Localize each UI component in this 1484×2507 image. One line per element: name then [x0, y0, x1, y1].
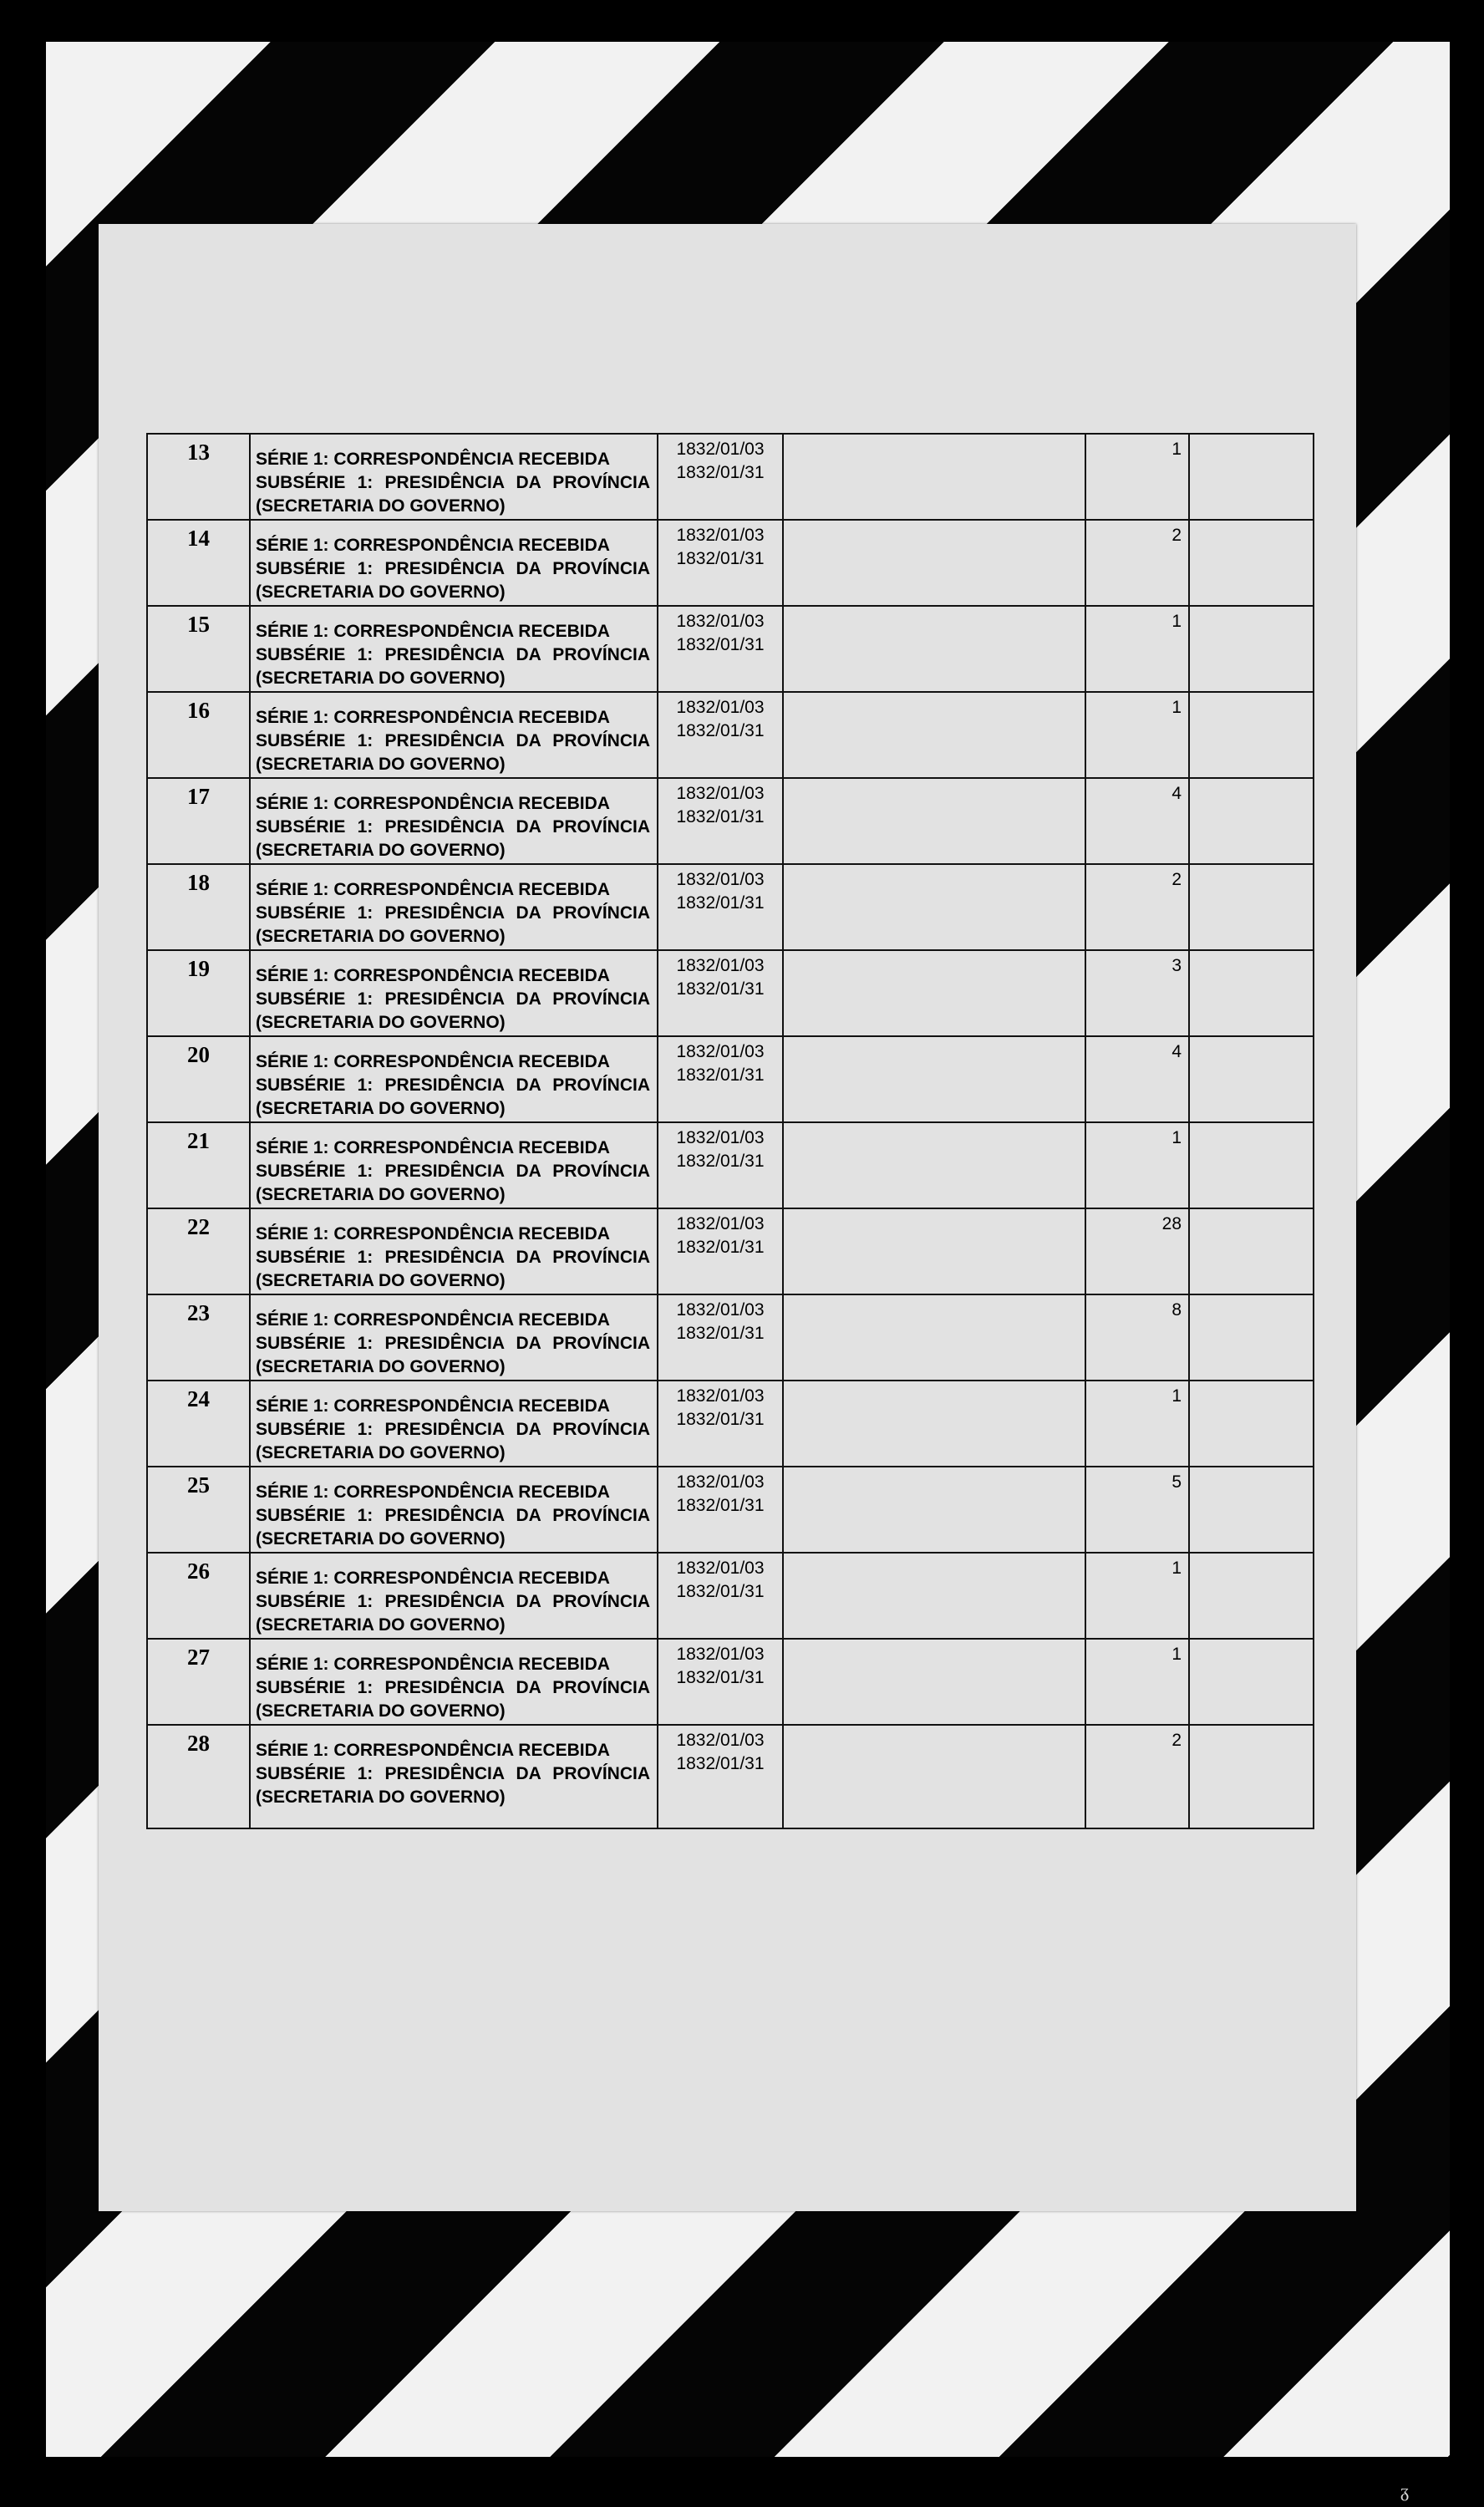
subserie-line: SUBSÉRIE 1: PRESIDÊNCIA DA PROVÍNCIA: [256, 645, 650, 664]
document-count-cell: [1085, 950, 1189, 1036]
date-range-cell: [658, 692, 783, 778]
document-count-cell: [1085, 778, 1189, 864]
subserie-line: SUBSÉRIE 1: PRESIDÊNCIA DA PROVÍNCIA: [256, 1678, 650, 1697]
date-range-cell: [658, 1467, 783, 1553]
date-start: 1832/01/03: [676, 612, 765, 631]
serie-line: SÉRIE 1: CORRESPONDÊNCIA RECEBIDA: [256, 966, 610, 985]
subserie-line: SUBSÉRIE 1: PRESIDÊNCIA DA PROVÍNCIA: [256, 1334, 650, 1353]
date-start: 1832/01/03: [676, 1645, 765, 1664]
empty-cell: [1189, 1381, 1314, 1467]
empty-cell: [783, 1725, 1085, 1828]
empty-cell: [1189, 1122, 1314, 1208]
serie-line: SÉRIE 1: CORRESPONDÊNCIA RECEBIDA: [256, 536, 610, 555]
table-row: [147, 1639, 1314, 1725]
date-end: 1832/01/31: [676, 1065, 765, 1085]
date-start: 1832/01/03: [676, 526, 765, 545]
date-range-cell: [658, 1553, 783, 1639]
description-cell: [250, 864, 658, 950]
item-number-cell: [147, 1294, 250, 1381]
item-number-cell: [147, 1467, 250, 1553]
item-number: 26: [187, 1559, 210, 1584]
document-count-cell: [1085, 434, 1189, 520]
table-row: [147, 864, 1314, 950]
document-count-cell: [1085, 1036, 1189, 1122]
secretaria-line: (SECRETARIA DO GOVERNO): [256, 1615, 506, 1635]
table-row: [147, 1381, 1314, 1467]
date-start: 1832/01/03: [676, 440, 765, 459]
empty-cell: [783, 692, 1085, 778]
serie-line: SÉRIE 1: CORRESPONDÊNCIA RECEBIDA: [256, 1138, 610, 1157]
item-number: 15: [187, 612, 210, 637]
empty-cell: [1189, 1294, 1314, 1381]
secretaria-line: (SECRETARIA DO GOVERNO): [256, 582, 506, 602]
item-number-cell: [147, 1381, 250, 1467]
empty-cell: [783, 1553, 1085, 1639]
date-range-cell: [658, 778, 783, 864]
serie-line: SÉRIE 1: CORRESPONDÊNCIA RECEBIDA: [256, 1655, 610, 1674]
item-number: 27: [187, 1645, 210, 1670]
item-number: 18: [187, 870, 210, 895]
empty-cell: [1189, 1639, 1314, 1725]
serie-line: SÉRIE 1: CORRESPONDÊNCIA RECEBIDA: [256, 1569, 610, 1588]
document-count: 1: [1171, 698, 1182, 717]
date-range-cell: [658, 520, 783, 606]
item-number: 23: [187, 1300, 210, 1325]
item-number-cell: [147, 692, 250, 778]
empty-cell: [783, 1467, 1085, 1553]
empty-cell: [783, 1639, 1085, 1725]
date-end: 1832/01/31: [676, 1754, 765, 1773]
item-number: 21: [187, 1128, 210, 1153]
description-cell: [250, 778, 658, 864]
date-range-cell: [658, 606, 783, 692]
date-start: 1832/01/03: [676, 1386, 765, 1406]
item-number-cell: [147, 520, 250, 606]
secretaria-line: (SECRETARIA DO GOVERNO): [256, 1099, 506, 1118]
empty-cell: [1189, 778, 1314, 864]
secretaria-line: (SECRETARIA DO GOVERNO): [256, 1185, 506, 1204]
empty-cell: [783, 1036, 1085, 1122]
description-cell: [250, 1467, 658, 1553]
document-count: 5: [1171, 1472, 1182, 1492]
empty-cell: [1189, 1036, 1314, 1122]
date-end: 1832/01/31: [676, 1410, 765, 1429]
serie-line: SÉRIE 1: CORRESPONDÊNCIA RECEBIDA: [256, 622, 610, 641]
serie-line: SÉRIE 1: CORRESPONDÊNCIA RECEBIDA: [256, 450, 610, 469]
document-count: 1: [1171, 1645, 1182, 1664]
empty-cell: [783, 778, 1085, 864]
date-start: 1832/01/03: [676, 870, 765, 889]
corner-mark: ᵹ: [1400, 2480, 1410, 2501]
empty-cell: [1189, 1467, 1314, 1553]
empty-cell: [783, 434, 1085, 520]
table-row: [147, 1725, 1314, 1828]
document-count: 2: [1171, 526, 1182, 545]
document-count: 1: [1171, 1128, 1182, 1147]
document-count: 28: [1161, 1214, 1182, 1233]
document-count: 1: [1171, 440, 1182, 459]
date-end: 1832/01/31: [676, 1324, 765, 1343]
item-number: 16: [187, 698, 210, 723]
item-number-cell: [147, 864, 250, 950]
document-count: 1: [1171, 612, 1182, 631]
description-cell: [250, 692, 658, 778]
document-count-cell: [1085, 606, 1189, 692]
description-cell: [250, 1381, 658, 1467]
table-row: [147, 1036, 1314, 1122]
table-row: [147, 1208, 1314, 1294]
date-start: 1832/01/03: [676, 1128, 765, 1147]
item-number: 24: [187, 1386, 210, 1411]
date-end: 1832/01/31: [676, 807, 765, 826]
empty-cell: [1189, 606, 1314, 692]
document-count: 1: [1171, 1559, 1182, 1578]
empty-cell: [783, 1381, 1085, 1467]
document-count-cell: [1085, 1553, 1189, 1639]
empty-cell: [1189, 1725, 1314, 1828]
date-range-cell: [658, 1294, 783, 1381]
date-end: 1832/01/31: [676, 463, 765, 482]
date-range-cell: [658, 1208, 783, 1294]
date-start: 1832/01/03: [676, 1300, 765, 1320]
serie-line: SÉRIE 1: CORRESPONDÊNCIA RECEBIDA: [256, 1396, 610, 1416]
empty-cell: [783, 520, 1085, 606]
date-range-cell: [658, 1381, 783, 1467]
inventory-table-container: [146, 433, 1313, 1829]
date-start: 1832/01/03: [676, 784, 765, 803]
empty-cell: [783, 1208, 1085, 1294]
serie-line: SÉRIE 1: CORRESPONDÊNCIA RECEBIDA: [256, 794, 610, 813]
subserie-line: SUBSÉRIE 1: PRESIDÊNCIA DA PROVÍNCIA: [256, 731, 650, 750]
secretaria-line: (SECRETARIA DO GOVERNO): [256, 755, 506, 774]
empty-cell: [1189, 434, 1314, 520]
secretaria-line: (SECRETARIA DO GOVERNO): [256, 1271, 506, 1290]
document-count-cell: [1085, 1208, 1189, 1294]
secretaria-line: (SECRETARIA DO GOVERNO): [256, 1787, 506, 1807]
date-range-cell: [658, 1036, 783, 1122]
serie-line: SÉRIE 1: CORRESPONDÊNCIA RECEBIDA: [256, 1482, 610, 1502]
table-row: [147, 950, 1314, 1036]
subserie-line: SUBSÉRIE 1: PRESIDÊNCIA DA PROVÍNCIA: [256, 1162, 650, 1181]
date-end: 1832/01/31: [676, 1496, 765, 1515]
secretaria-line: (SECRETARIA DO GOVERNO): [256, 1013, 506, 1032]
subserie-line: SUBSÉRIE 1: PRESIDÊNCIA DA PROVÍNCIA: [256, 1506, 650, 1525]
document-count-cell: [1085, 1639, 1189, 1725]
document-count-cell: [1085, 1122, 1189, 1208]
item-number-cell: [147, 1553, 250, 1639]
item-number: 17: [187, 784, 210, 809]
empty-cell: [783, 606, 1085, 692]
empty-cell: [783, 1294, 1085, 1381]
inventory-table: [146, 433, 1314, 1829]
date-start: 1832/01/03: [676, 1559, 765, 1578]
serie-line: SÉRIE 1: CORRESPONDÊNCIA RECEBIDA: [256, 1741, 610, 1760]
document-count: 8: [1171, 1300, 1182, 1320]
date-end: 1832/01/31: [676, 893, 765, 913]
description-cell: [250, 1294, 658, 1381]
document-count: 2: [1171, 870, 1182, 889]
item-number: 20: [187, 1042, 210, 1067]
item-number-cell: [147, 1725, 250, 1828]
table-row: [147, 1294, 1314, 1381]
serie-line: SÉRIE 1: CORRESPONDÊNCIA RECEBIDA: [256, 880, 610, 899]
description-cell: [250, 950, 658, 1036]
date-end: 1832/01/31: [676, 1668, 765, 1687]
date-end: 1832/01/31: [676, 1582, 765, 1601]
secretaria-line: (SECRETARIA DO GOVERNO): [256, 927, 506, 946]
description-cell: [250, 1639, 658, 1725]
description-cell: [250, 606, 658, 692]
empty-cell: [1189, 520, 1314, 606]
serie-line: SÉRIE 1: CORRESPONDÊNCIA RECEBIDA: [256, 1224, 610, 1243]
document-count-cell: [1085, 1725, 1189, 1828]
table-row: [147, 1467, 1314, 1553]
secretaria-line: (SECRETARIA DO GOVERNO): [256, 841, 506, 860]
subserie-line: SUBSÉRIE 1: PRESIDÊNCIA DA PROVÍNCIA: [256, 1764, 650, 1783]
subserie-line: SUBSÉRIE 1: PRESIDÊNCIA DA PROVÍNCIA: [256, 903, 650, 923]
item-number: 28: [187, 1731, 210, 1756]
secretaria-line: (SECRETARIA DO GOVERNO): [256, 669, 506, 688]
empty-cell: [1189, 864, 1314, 950]
date-start: 1832/01/03: [676, 1472, 765, 1492]
date-start: 1832/01/03: [676, 1042, 765, 1061]
item-number-cell: [147, 1639, 250, 1725]
secretaria-line: (SECRETARIA DO GOVERNO): [256, 1529, 506, 1548]
date-end: 1832/01/31: [676, 635, 765, 654]
item-number: 19: [187, 956, 210, 981]
date-range-cell: [658, 864, 783, 950]
document-count: 4: [1171, 784, 1182, 803]
document-count-cell: [1085, 692, 1189, 778]
description-cell: [250, 1553, 658, 1639]
inventory-table-body: [147, 434, 1314, 1828]
secretaria-line: (SECRETARIA DO GOVERNO): [256, 1357, 506, 1376]
empty-cell: [783, 864, 1085, 950]
description-cell: [250, 520, 658, 606]
date-range-cell: [658, 1639, 783, 1725]
item-number: 14: [187, 526, 210, 551]
subserie-line: SUBSÉRIE 1: PRESIDÊNCIA DA PROVÍNCIA: [256, 1076, 650, 1095]
secretaria-line: (SECRETARIA DO GOVERNO): [256, 1443, 506, 1462]
document-count: 4: [1171, 1042, 1182, 1061]
item-number-cell: [147, 1036, 250, 1122]
table-row: [147, 778, 1314, 864]
table-row: [147, 1553, 1314, 1639]
item-number-cell: [147, 434, 250, 520]
item-number-cell: [147, 778, 250, 864]
subserie-line: SUBSÉRIE 1: PRESIDÊNCIA DA PROVÍNCIA: [256, 817, 650, 837]
subserie-line: SUBSÉRIE 1: PRESIDÊNCIA DA PROVÍNCIA: [256, 1420, 650, 1439]
empty-cell: [1189, 1208, 1314, 1294]
empty-cell: [1189, 692, 1314, 778]
description-cell: [250, 1036, 658, 1122]
serie-line: SÉRIE 1: CORRESPONDÊNCIA RECEBIDA: [256, 1052, 610, 1071]
subserie-line: SUBSÉRIE 1: PRESIDÊNCIA DA PROVÍNCIA: [256, 989, 650, 1009]
date-range-cell: [658, 1725, 783, 1828]
date-end: 1832/01/31: [676, 979, 765, 999]
secretaria-line: (SECRETARIA DO GOVERNO): [256, 496, 506, 516]
date-range-cell: [658, 1122, 783, 1208]
description-cell: [250, 1208, 658, 1294]
document-count: 3: [1171, 956, 1182, 975]
date-start: 1832/01/03: [676, 1214, 765, 1233]
item-number: 22: [187, 1214, 210, 1239]
document-count-cell: [1085, 520, 1189, 606]
item-number-cell: [147, 950, 250, 1036]
date-end: 1832/01/31: [676, 1238, 765, 1257]
date-start: 1832/01/03: [676, 698, 765, 717]
document-count-cell: [1085, 1467, 1189, 1553]
serie-line: SÉRIE 1: CORRESPONDÊNCIA RECEBIDA: [256, 1310, 610, 1330]
date-end: 1832/01/31: [676, 1152, 765, 1171]
description-cell: [250, 1725, 658, 1828]
empty-cell: [783, 1122, 1085, 1208]
item-number: 25: [187, 1472, 210, 1498]
date-end: 1832/01/31: [676, 721, 765, 740]
document-count: 2: [1171, 1731, 1182, 1750]
item-number-cell: [147, 1208, 250, 1294]
document-count-cell: [1085, 864, 1189, 950]
item-number-cell: [147, 606, 250, 692]
table-row: [147, 606, 1314, 692]
date-end: 1832/01/31: [676, 549, 765, 568]
document-count-cell: [1085, 1381, 1189, 1467]
date-start: 1832/01/03: [676, 956, 765, 975]
subserie-line: SUBSÉRIE 1: PRESIDÊNCIA DA PROVÍNCIA: [256, 559, 650, 578]
subserie-line: SUBSÉRIE 1: PRESIDÊNCIA DA PROVÍNCIA: [256, 1592, 650, 1611]
item-number-cell: [147, 1122, 250, 1208]
table-row: [147, 520, 1314, 606]
empty-cell: [1189, 950, 1314, 1036]
table-row: [147, 434, 1314, 520]
table-row: [147, 1122, 1314, 1208]
empty-cell: [783, 950, 1085, 1036]
description-cell: [250, 1122, 658, 1208]
subserie-line: SUBSÉRIE 1: PRESIDÊNCIA DA PROVÍNCIA: [256, 473, 650, 492]
date-range-cell: [658, 950, 783, 1036]
document-count: 1: [1171, 1386, 1182, 1406]
document-count-cell: [1085, 1294, 1189, 1381]
table-row: [147, 692, 1314, 778]
subserie-line: SUBSÉRIE 1: PRESIDÊNCIA DA PROVÍNCIA: [256, 1248, 650, 1267]
empty-cell: [1189, 1553, 1314, 1639]
secretaria-line: (SECRETARIA DO GOVERNO): [256, 1701, 506, 1721]
date-start: 1832/01/03: [676, 1731, 765, 1750]
item-number: 13: [187, 440, 210, 465]
description-cell: [250, 434, 658, 520]
serie-line: SÉRIE 1: CORRESPONDÊNCIA RECEBIDA: [256, 708, 610, 727]
date-range-cell: [658, 434, 783, 520]
